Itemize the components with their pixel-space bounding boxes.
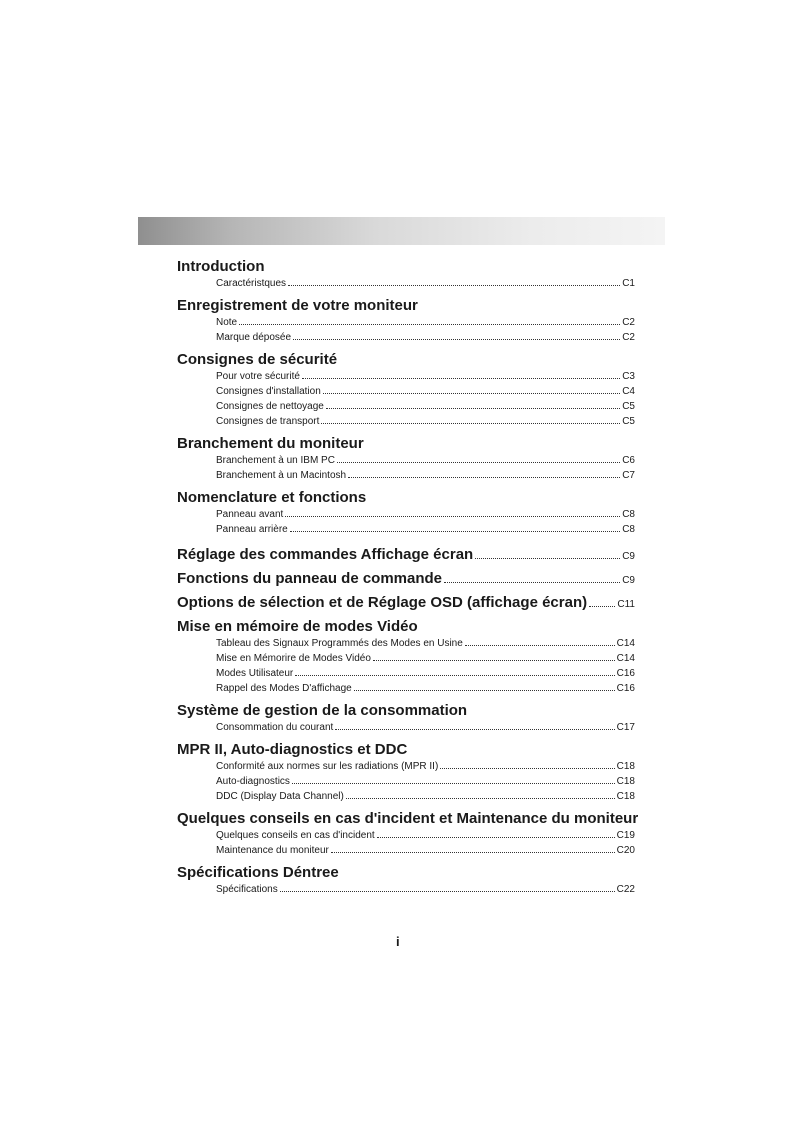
toc-entry[interactable] bbox=[216, 774, 635, 789]
entry-page: C14 bbox=[616, 653, 635, 664]
toc-section bbox=[177, 810, 639, 858]
toc-entry[interactable] bbox=[216, 828, 635, 843]
toc-section bbox=[177, 351, 635, 429]
dot-leader bbox=[348, 476, 620, 478]
toc-entry[interactable] bbox=[216, 720, 635, 735]
section-entries bbox=[216, 759, 635, 804]
dot-leader bbox=[302, 377, 620, 379]
entry-label: Panneau arrière bbox=[216, 524, 288, 535]
entry-page: C18 bbox=[616, 776, 635, 787]
entry-page: C2 bbox=[622, 317, 635, 328]
toc-section bbox=[177, 618, 635, 696]
page-number: i bbox=[396, 934, 400, 949]
toc-entry[interactable] bbox=[216, 399, 635, 414]
section-title: Introduction bbox=[177, 258, 265, 275]
dot-leader bbox=[293, 338, 620, 340]
section-entries bbox=[216, 882, 635, 897]
dot-leader bbox=[475, 557, 620, 559]
section-entries bbox=[216, 369, 635, 429]
entry-page: C18 bbox=[616, 761, 635, 772]
toc-section bbox=[177, 864, 635, 897]
toc-section bbox=[177, 258, 635, 291]
entry-label: Marque déposée bbox=[216, 332, 292, 343]
dot-leader bbox=[285, 515, 620, 517]
entry-page: C7 bbox=[622, 470, 635, 481]
entry-label: Quelques conseils en cas d'incident bbox=[216, 830, 375, 841]
dot-leader bbox=[292, 782, 615, 784]
entry-page: C19 bbox=[616, 830, 635, 841]
entry-label: Maintenance du moniteur bbox=[216, 845, 329, 856]
entry-page: C17 bbox=[616, 722, 635, 733]
section-title: Consignes de sécurité bbox=[177, 351, 338, 368]
section-page: C9 bbox=[622, 575, 635, 586]
entry-page: C6 bbox=[622, 455, 635, 466]
toc-entry[interactable] bbox=[216, 636, 635, 651]
toc-section bbox=[177, 570, 635, 588]
toc-section bbox=[177, 297, 635, 345]
entry-label: Consignes de nettoyage bbox=[216, 401, 324, 412]
toc-entry[interactable] bbox=[216, 759, 635, 774]
dot-leader bbox=[465, 644, 615, 646]
table-of-contents bbox=[177, 258, 639, 897]
section-title-entry[interactable] bbox=[177, 546, 635, 564]
toc-entry[interactable] bbox=[216, 789, 635, 804]
dot-leader bbox=[323, 392, 620, 394]
entry-page: C8 bbox=[622, 509, 635, 520]
entry-page: C16 bbox=[616, 668, 635, 679]
section-title: Réglage des commandes Affichage écran bbox=[177, 546, 474, 563]
entry-label: Panneau avant bbox=[216, 509, 284, 520]
entry-page: C5 bbox=[622, 416, 635, 427]
toc-entry[interactable] bbox=[216, 666, 635, 681]
toc-entry[interactable] bbox=[216, 384, 635, 399]
entry-label: Consignes de transport bbox=[216, 416, 320, 427]
entry-page: C4 bbox=[622, 386, 635, 397]
toc-entry[interactable] bbox=[216, 315, 635, 330]
dot-leader bbox=[290, 530, 620, 532]
toc-entry[interactable] bbox=[216, 843, 635, 858]
section-entries bbox=[216, 828, 635, 858]
toc-entry[interactable] bbox=[216, 651, 635, 666]
section-page: C9 bbox=[622, 551, 635, 562]
toc-entry[interactable] bbox=[216, 369, 635, 384]
section-title: Spécifications Déntree bbox=[177, 864, 339, 881]
entry-label: Branchement à un IBM PC bbox=[216, 455, 335, 466]
toc-entry[interactable] bbox=[216, 882, 635, 897]
toc-entry[interactable] bbox=[216, 522, 635, 537]
dot-leader bbox=[295, 674, 614, 676]
dot-leader bbox=[337, 461, 620, 463]
entry-label: Caractéristques bbox=[216, 278, 287, 289]
dot-leader bbox=[444, 581, 620, 583]
dot-leader bbox=[335, 728, 614, 730]
entry-label: Pour votre sécurité bbox=[216, 371, 300, 382]
entry-label: Modes Utilisateur bbox=[216, 668, 294, 679]
entry-page: C8 bbox=[622, 524, 635, 535]
entry-page: C22 bbox=[616, 884, 635, 895]
dot-leader bbox=[331, 851, 615, 853]
section-title: Branchement du moniteur bbox=[177, 435, 364, 452]
toc-section bbox=[177, 489, 635, 537]
dot-leader bbox=[326, 407, 620, 409]
header-gradient-bar bbox=[138, 217, 665, 245]
section-entries bbox=[216, 453, 635, 483]
toc-entry[interactable] bbox=[216, 330, 635, 345]
toc-section bbox=[177, 546, 635, 564]
section-entries bbox=[216, 507, 635, 537]
section-title-entry[interactable] bbox=[177, 594, 635, 612]
toc-entry[interactable] bbox=[216, 414, 635, 429]
entry-page: C2 bbox=[622, 332, 635, 343]
toc-entry[interactable] bbox=[216, 453, 635, 468]
section-entries bbox=[216, 636, 635, 696]
entry-label: Auto-diagnostics bbox=[216, 776, 290, 787]
entry-page: C3 bbox=[622, 371, 635, 382]
dot-leader bbox=[373, 659, 615, 661]
toc-entry[interactable] bbox=[216, 276, 635, 291]
section-entries bbox=[216, 315, 635, 345]
entry-label: Branchement à un Macintosh bbox=[216, 470, 347, 481]
toc-entry[interactable] bbox=[216, 507, 635, 522]
entry-label: Mise en Mémorire de Modes Vidéo bbox=[216, 653, 371, 664]
section-title: Mise en mémoire de modes Vidéo bbox=[177, 618, 418, 635]
dot-leader bbox=[589, 605, 615, 607]
section-entries bbox=[216, 720, 635, 735]
entry-label: DDC (Display Data Channel) bbox=[216, 791, 344, 802]
dot-leader bbox=[321, 422, 620, 424]
dot-leader bbox=[354, 689, 615, 691]
section-page: C11 bbox=[617, 599, 635, 610]
entry-label: Note bbox=[216, 317, 238, 328]
dot-leader bbox=[239, 323, 620, 325]
section-title: MPR II, Auto-diagnostics et DDC bbox=[177, 741, 408, 758]
entry-page: C20 bbox=[616, 845, 635, 856]
entry-page: C1 bbox=[622, 278, 635, 289]
section-entries bbox=[216, 276, 635, 291]
section-title-entry[interactable] bbox=[177, 570, 635, 588]
entry-page: C16 bbox=[616, 683, 635, 694]
toc-section bbox=[177, 594, 635, 612]
dot-leader bbox=[346, 797, 615, 799]
entry-label: Consignes d'installation bbox=[216, 386, 321, 397]
entry-label: Conformité aux normes sur les radiations (MPR II) bbox=[216, 761, 439, 772]
toc-entry[interactable] bbox=[216, 468, 635, 483]
entry-label: Rappel des Modes D'affichage bbox=[216, 683, 352, 694]
section-title: Quelques conseils en cas d'incident et Maintenance du moniteur bbox=[177, 810, 639, 827]
section-title: Enregistrement de votre moniteur bbox=[177, 297, 418, 314]
toc-entry[interactable] bbox=[216, 681, 635, 696]
toc-section bbox=[177, 435, 635, 483]
entry-label: Consommation du courant bbox=[216, 722, 334, 733]
dot-leader bbox=[288, 284, 620, 286]
dot-leader bbox=[280, 890, 615, 892]
section-title: Système de gestion de la consommation bbox=[177, 702, 468, 719]
section-title: Fonctions du panneau de commande bbox=[177, 570, 443, 587]
toc-section bbox=[177, 702, 635, 735]
dot-leader bbox=[440, 767, 614, 769]
entry-page: C18 bbox=[616, 791, 635, 802]
dot-leader bbox=[377, 836, 615, 838]
entry-label: Spécifications bbox=[216, 884, 278, 895]
entry-page: C5 bbox=[622, 401, 635, 412]
section-title: Options de sélection et de Réglage OSD (affichage écran) bbox=[177, 594, 588, 611]
toc-section bbox=[177, 741, 635, 804]
section-title: Nomenclature et fonctions bbox=[177, 489, 367, 506]
entry-label: Tableau des Signaux Programmés des Modes en Usine bbox=[216, 638, 463, 649]
entry-page: C14 bbox=[616, 638, 635, 649]
